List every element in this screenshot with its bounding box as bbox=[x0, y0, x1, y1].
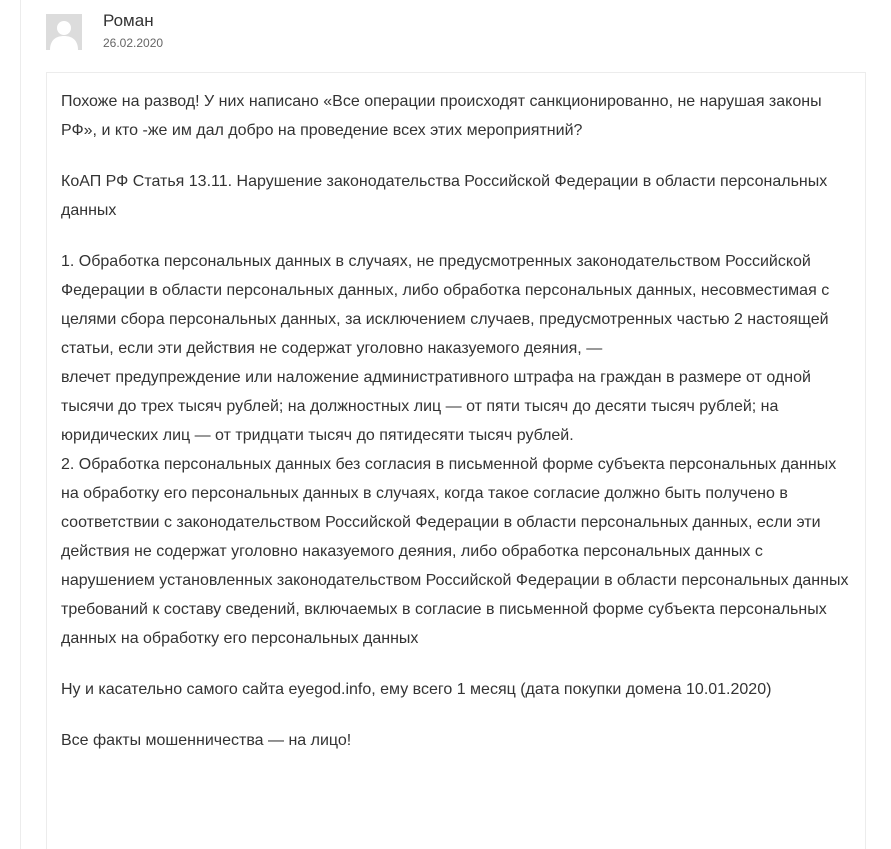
comment-paragraph: Ну и касательно самого сайта eyegod.info, ему всего 1 месяц (дата покупки домена 10.01.2020) bbox=[61, 681, 772, 698]
comment-paragraph: Все факты мошенничества — на лицо! bbox=[61, 732, 352, 749]
comment-date: 26.02.2020 bbox=[103, 36, 164, 50]
comment-paragraph: Похоже на развод! У них написано «Все операции происходят санкционированно, не нарушая законы РФ», и кто -же им дал добро на проведение всех этих мероприятний? bbox=[61, 93, 822, 139]
comment-author[interactable]: Роман bbox=[103, 11, 154, 30]
comment-body bbox=[46, 72, 866, 849]
comment-meta bbox=[103, 12, 163, 51]
default-user-avatar-icon bbox=[46, 14, 82, 50]
thread-divider bbox=[20, 0, 21, 849]
comment-header bbox=[46, 12, 163, 56]
comment-paragraph: КоАП РФ Статья 13.11. Нарушение законодательства Российской Федерации в области персональных данных bbox=[61, 173, 828, 219]
comment-paragraph: 1. Обработка персональных данных в случаях, не предусмотренных законодательством Российской Федерации в области персональных данных, либо обработка персональных данных, несовместимая с целями сбора персональных данных, за исключением случаев, предусмотренных частью 2 настоящей статьи, если эти действия не содержат уголовно наказуемого деяния, — влечет предупреждение или наложение административного штрафа на граждан в размере от одной тысячи до трех тысяч рублей; на должностных лиц — от пяти тысяч до десяти тысяч рублей; на юридических лиц — от тридцати тысяч до пятидесяти тысяч рублей. 2. Обработка персональных данных без согласия в письменной форме субъекта персональных данных на обработку его персональных данных в случаях, когда такое согласие должно быть получено в соответствии с законодательством Российской Федерации в области персональных данных, если эти действия не содержат уголовно наказуемого деяния, либо обработка персональных данных с нарушением установленных законодательством Российской Федерации в области персональных данных требований к составу сведений, включаемых в согласие в письменной форме субъекта персональных данных на обработку его персональных данных bbox=[61, 253, 849, 647]
